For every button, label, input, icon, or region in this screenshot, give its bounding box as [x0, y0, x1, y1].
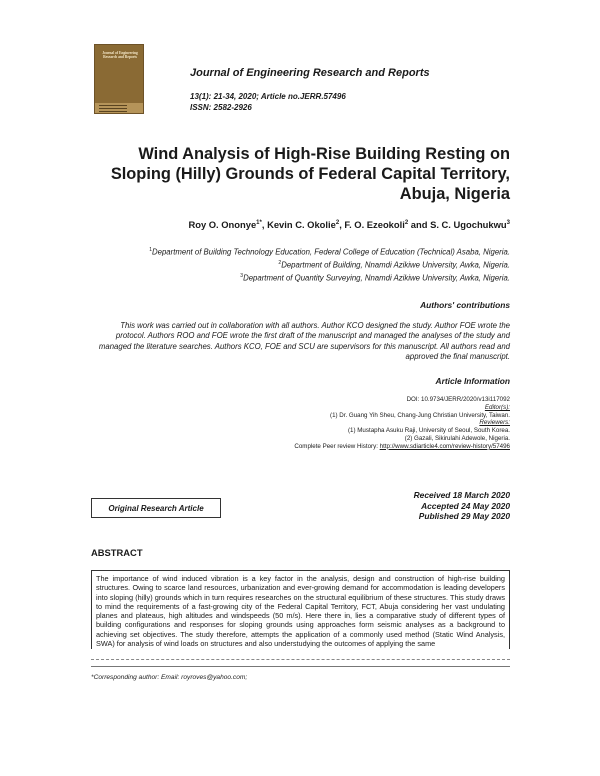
- affiliation: $^3$Department of Quantity Surveying, Nnamdi Azikiwe University, Awka, Nigeria.: [240, 273, 510, 283]
- editor-item: (1) Dr. Guang Yih Sheu, Chang-Jung Christian University, Taiwan.: [330, 411, 510, 419]
- peer-review-history: Complete Peer review History: http://www.sdiarticle4.com/review-history/57496: [294, 442, 510, 450]
- author-name: F. O. Ezeokoli: [344, 219, 405, 230]
- abstract-heading: ABSTRACT: [91, 547, 143, 558]
- page-break-divider: [91, 659, 510, 660]
- affiliations: [100, 245, 510, 284]
- article-info: [230, 396, 510, 451]
- article-info-heading: Article Information: [435, 376, 510, 386]
- published-date: Published 29 May 2020: [418, 511, 510, 522]
- contributions-heading: Authors' contributions: [420, 300, 510, 310]
- publication-dates: [300, 490, 510, 522]
- author-name: Roy O. Ononye: [188, 219, 257, 230]
- author-sup: 1*: [256, 219, 262, 226]
- doi: DOI: 10.9734/JERR/2020/v13i117092: [406, 396, 510, 403]
- author-list: Roy O. Ononye$^{1*}$, Kevin C. Okolie$^2$, F. O. Ezeokoli$^2$ and S. C. Ugochukwu$^3$: [188, 219, 510, 230]
- received-date: Received 18 March 2020: [413, 490, 510, 500]
- journal-issue: 13(1): 21-34, 2020; Article no.JERR.57496: [190, 92, 346, 101]
- author-sup: 3: [506, 219, 510, 226]
- journal-name: Journal of Engineering Research and Reports: [190, 67, 430, 79]
- author-sup: 2: [335, 219, 340, 226]
- cover-lines: [99, 105, 127, 114]
- footnote-divider: [91, 666, 510, 667]
- reviewer-item: (2) Gazali, Sikirulahi Adewole, Nigeria.: [404, 434, 510, 442]
- author-sup: 2: [404, 219, 409, 226]
- cover-title: Journal of Engineering Research and Reports: [102, 51, 138, 60]
- reviewers-label: Reviewers:: [479, 419, 510, 427]
- author-name: S. C. Ugochukwu: [430, 219, 507, 230]
- abstract-text: The importance of wind induced vibration is a key factor in the analysis, design and construction of high-rise building structures. Owing to scarce land resources, urbanization and ever-growing demand for accommodation is leading developers into sloping (hilly) grounds which in turn requires researches on the structural equilibrium of these structures. This study draws to mind the requirements of a fast-growing city of the Federal Capital Territory, FCT, Abuja considering her vast undulating planes and plateaus, high altitudes and windspeeds (50 m/s). Here there in, lies a comparative study of different types of building configurations and responses for sloping grounds using approaches form seismic analyses as a background to achieving set objectives. The study therefore, attempts the application of a commonly used method (Static Wind Analysis, SWA) for analysis of wind loads on structures and also understudying the outcomes of applying the same: [91, 570, 510, 649]
- affiliation: $^2$Department of Building, Nnamdi Azikiwe University, Awka, Nigeria.: [278, 260, 510, 270]
- accepted-date: Accepted 24 May 2020: [421, 500, 510, 511]
- reviewer-item: (1) Mustapha Asuku Raji, University of Seoul, South Korea.: [348, 427, 510, 435]
- editors-label: Editor(s):: [484, 403, 510, 411]
- affiliation: $^1$Department of Building Technology Education, Federal College of Education (Technical) Asaba, Nigeria.: [149, 247, 510, 257]
- corresponding-author-footnote: *Corresponding author: Email: royroves@yahoo.com;: [91, 674, 248, 681]
- author-name: Kevin C. Okolie: [267, 219, 336, 230]
- article-type-badge: Original Research Article: [91, 498, 221, 518]
- paper-title: Wind Analysis of High-Rise Building Resting on Sloping (Hilly) Grounds of Federal Capital Territory, Abuja, Nigeria: [110, 145, 510, 203]
- journal-issn: ISSN: 2582-2926: [190, 103, 252, 112]
- journal-cover-image: [94, 44, 144, 114]
- contributions-text: This work was carried out in collaboration with all authors. Author KCO designed the study. Author FOE wrote the protocol. Authors ROO and FOE wrote the first draft of the manuscript and managed the analyses of the study and managed the literature searches. Authors KCO, FOE and SCU are supervisors for this manuscript. All authors read and approved the final manuscript.: [98, 321, 510, 362]
- peer-review-link[interactable]: http://www.sdiarticle4.com/review-history/57496: [379, 442, 510, 450]
